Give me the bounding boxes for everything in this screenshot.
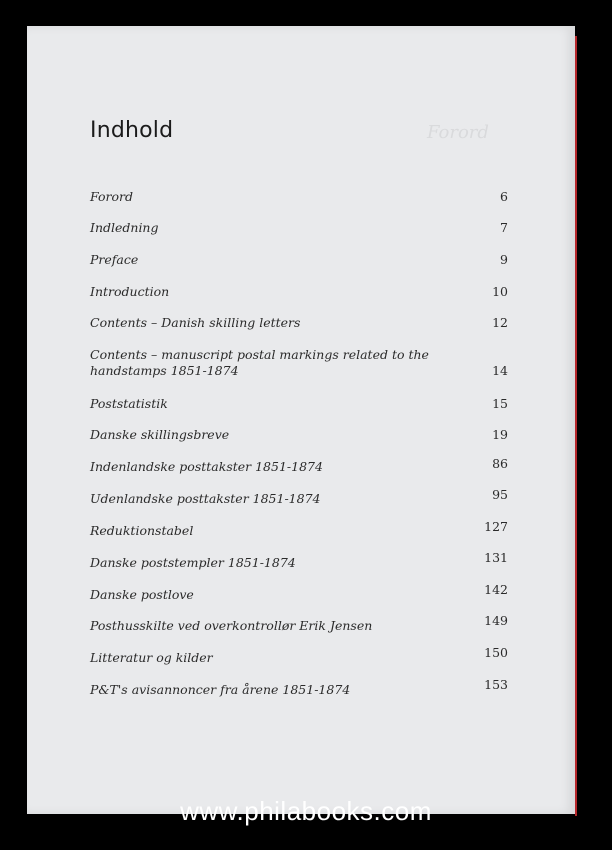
toc-entry-label: Danske postlove [90, 587, 194, 602]
toc-entry-page: 15 [492, 396, 508, 411]
toc-entry-label: Introduction [90, 284, 170, 299]
toc-entry-page: 6 [500, 189, 508, 204]
toc-entry-page: 10 [492, 284, 508, 299]
toc-entry-page: 86 [492, 456, 508, 471]
page-title: Indhold [90, 118, 174, 143]
toc-entry-page: 131 [484, 550, 508, 565]
toc-entry-label: Danske poststempler 1851-1874 [90, 555, 296, 570]
toc-entry-label: Poststatistik [90, 396, 168, 411]
toc-entry-label: Litteratur og kilder [90, 650, 213, 665]
toc-entry-page: 127 [484, 519, 508, 534]
toc-entry-page: 142 [484, 582, 508, 597]
watermark-url: www.philabooks.com [180, 796, 432, 826]
book-page [27, 26, 575, 814]
toc-entry-label: Reduktionstabel [90, 523, 194, 538]
toc-entry-label: Contents – Danish skilling letters [90, 315, 301, 330]
toc-entry-label: Indledning [90, 220, 159, 235]
toc-entry-page: 19 [492, 427, 508, 442]
toc-entry-page: 7 [500, 220, 508, 235]
toc-entry-page: 14 [492, 363, 508, 378]
toc-entry-label: Contents – manuscript postal markings related to the handstamps 1851-1874 [90, 347, 429, 378]
toc-entry-page: 149 [484, 613, 508, 628]
toc-entry-page: 9 [500, 252, 508, 267]
toc-entry-page: 153 [484, 677, 508, 692]
toc-entry-label: Preface [90, 252, 139, 267]
page-edge [575, 36, 577, 816]
bleed-through-text: Forord [427, 122, 489, 143]
toc-entry-page: 150 [484, 645, 508, 660]
toc-entry-page: 12 [492, 315, 508, 330]
toc-entry-label: Posthusskilte ved overkontrollør Erik Jensen [90, 618, 373, 633]
toc-entry-label: Udenlandske posttakster 1851-1874 [90, 491, 321, 506]
toc-entry-label: P&T's avisannoncer fra årene 1851-1874 [90, 682, 351, 697]
toc-entry-label: Indenlandske posttakster 1851-1874 [90, 459, 323, 474]
toc-entry-page: 95 [492, 487, 508, 502]
toc-entry-label: Forord [90, 189, 133, 204]
toc-entry-label: Danske skillingsbreve [90, 427, 230, 442]
